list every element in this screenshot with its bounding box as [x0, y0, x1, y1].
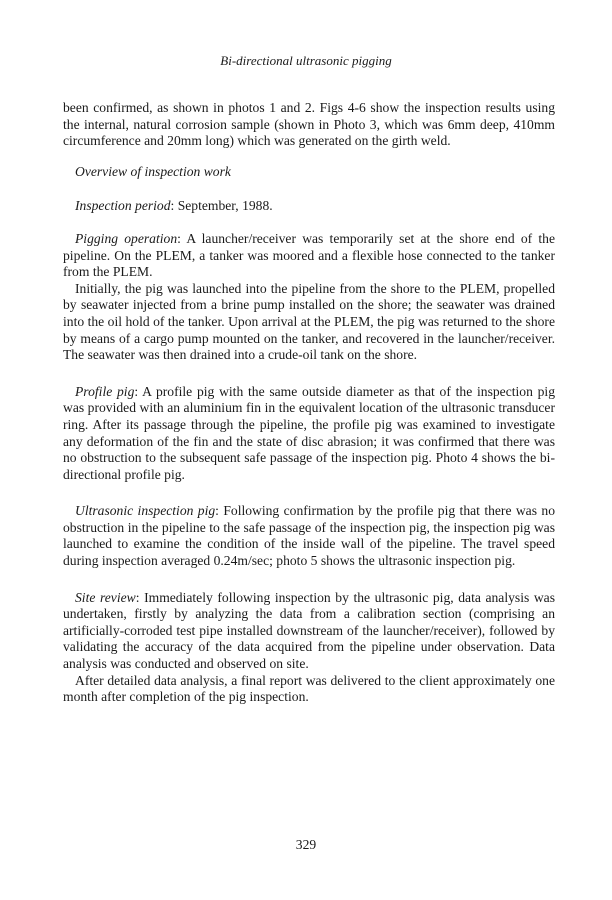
ultrasonic-pig-text: : Following confirmation by the profile pig that there was no obstruction in the pipeline to the safe passage of the inspection pig, the inspection pig was launched to examine the condition of the inside wall of the pipeline. The travel speed during inspection averaged 0.24m/sec; photo 5 shows the ultrasonic inspection pig.	[63, 503, 555, 569]
profile-pig-label: Profile pig	[75, 383, 135, 399]
pigging-operation-text: : A launcher/receiver was temporarily set at the shore end of the pipeline. On the PLEM, a tanker was moored and a flexible hose connected to the tanker from the PLEM.	[63, 230, 555, 280]
site-review-label: Site review	[75, 589, 136, 605]
page-number: 329	[295, 837, 317, 852]
site-review-text: : Immediately following inspection by the ultrasonic pig, data analysis was undertaken, firstly by analyzing the data from a calibration section (comprising an artificially-corroded test pipe installed downstream of the launcher/receiver), followed by validating the accuracy of the data acquired from the pipeline under observation. Data analysis was conducted and observed on site.	[63, 589, 555, 672]
ultrasonic-pig-paragraph	[63, 503, 555, 569]
profile-pig-paragraph	[63, 384, 555, 484]
inspection-period-paragraph	[63, 198, 555, 215]
ultrasonic-pig-label: Ultrasonic inspection pig	[75, 503, 216, 519]
pigging-operation-paragraph	[63, 231, 555, 281]
pigging-operation-label: Pigging operation	[75, 230, 178, 246]
inspection-period-text: : September, 1988.	[170, 198, 273, 214]
profile-pig-text: : A profile pig with the same outside diameter as that of the inspection pig was provided with an aluminium fin in the equivalent location of the ultrasonic transducer ring. After its passage through the pipeline, the profile pig was examined to investigate any deformation of the fin and the state of disc abrasion; it was confirmed that there was no obstruction to the subsequent safe passage of the inspection pig. Photo 4 shows the bi-directional profile pig.	[63, 383, 555, 482]
intro-paragraph: been confirmed, as shown in photos 1 and 2. Figs 4-6 show the inspection results using the internal, natural corrosion sample (shown in Photo 3, which was 6mm deep, 410mm circumference and 20mm long) which was generated on the girth weld.	[63, 100, 555, 149]
site-review-paragraph	[63, 590, 555, 673]
page-body	[63, 100, 555, 706]
pigging-operation-continuation: Initially, the pig was launched into the pipeline from the shore to the PLEM, propelled by seawater injected from a brine pump installed on the shore; the seawater was drained into the oil hold of the tanker. Upon arrival at the PLEM, the pig was returned to the shore by means of a cargo pump mounted on the tanker, and recovered in the launcher/receiver. The seawater was then drained into a crude-oil tank on the shore.	[63, 280, 555, 363]
inspection-period-label: Inspection period	[75, 198, 171, 214]
section-heading: Overview of inspection work	[75, 163, 231, 179]
site-review-continuation: After detailed data analysis, a final report was delivered to the client approximately one month after completion of the pig inspection.	[63, 672, 555, 705]
running-head-title: Bi-directional ultrasonic pigging	[220, 53, 392, 68]
